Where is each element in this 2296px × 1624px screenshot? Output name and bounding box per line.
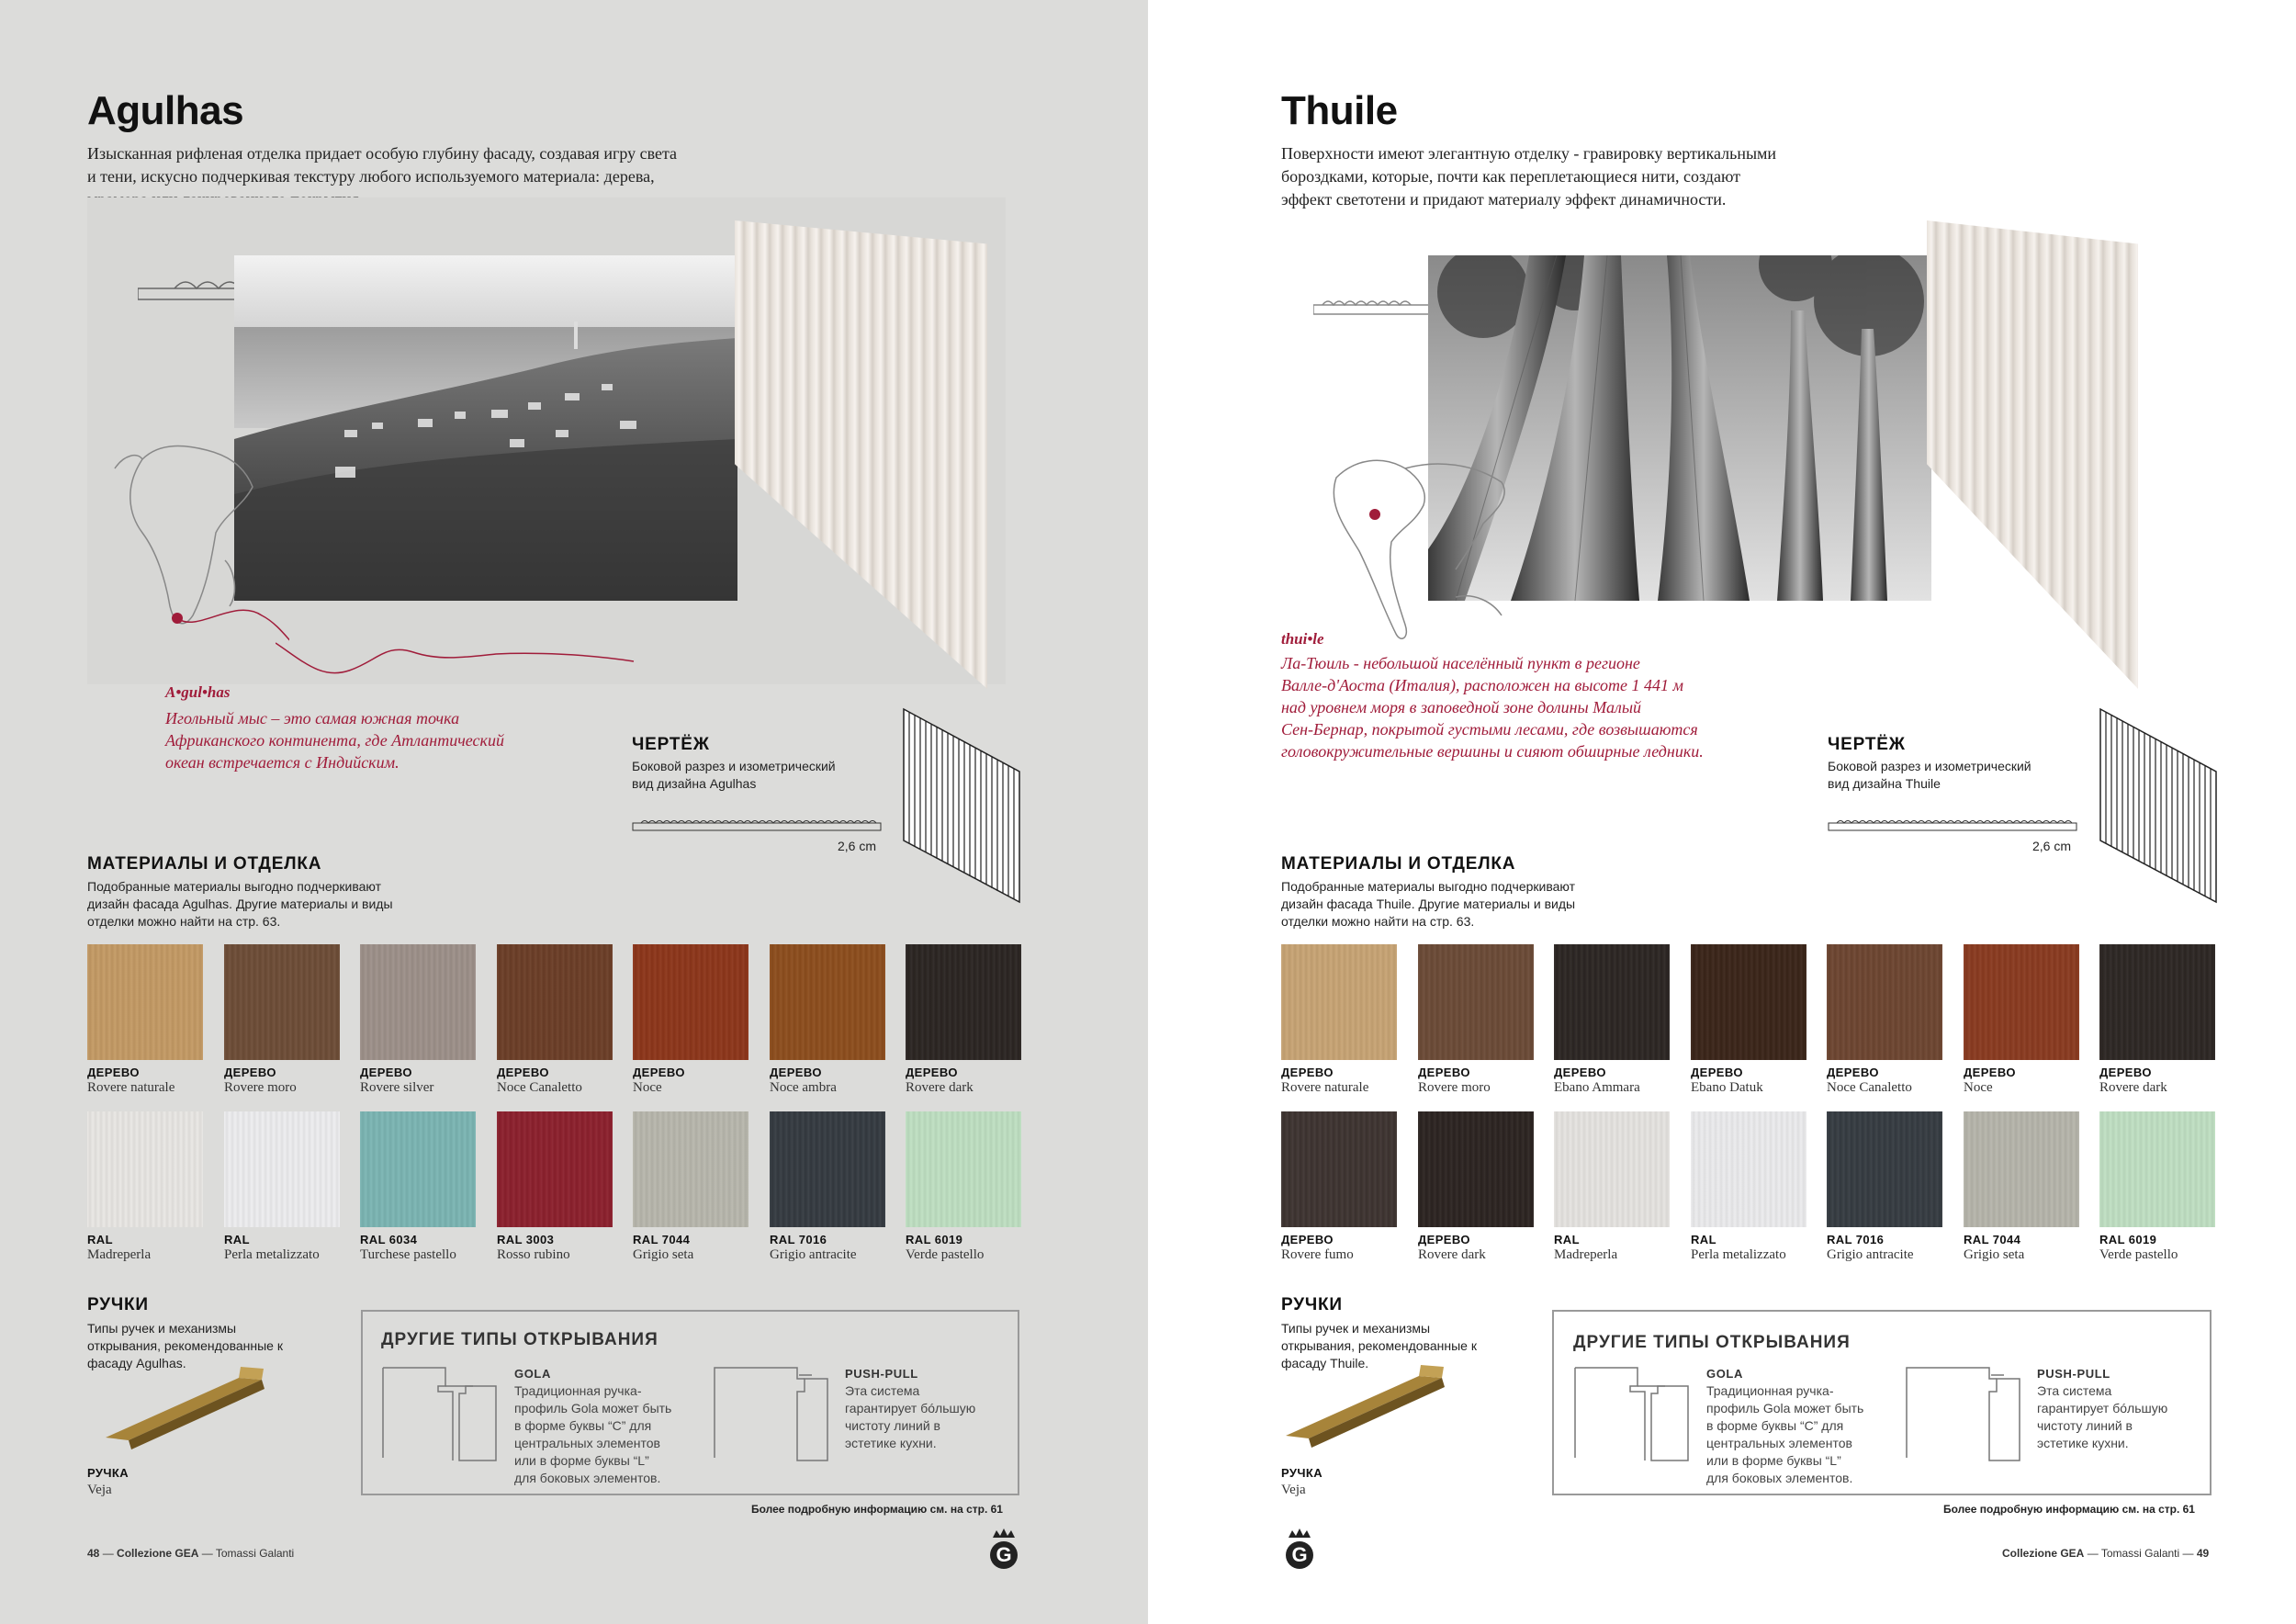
swatch-name: Verde pastello [2099, 1247, 2178, 1262]
material-swatch [906, 1111, 1021, 1227]
brand-logo: G [1281, 1527, 1318, 1571]
swatch-name: Grigio seta [1964, 1247, 2025, 1262]
intro-text: Поверхности имеют элегантную отделку - гравировку вертикальными бороздками, которые, почти как переплетающиеся нити, создают эффект светотени и придают материалу эффект динамичности. [1281, 144, 1777, 209]
swatch-category: ДЕРЕВО [1554, 1066, 1606, 1079]
material-swatch [1827, 1111, 1942, 1227]
route-line [276, 634, 643, 689]
handle-category: РУЧКА [1281, 1466, 1323, 1480]
isometric-drawing [902, 707, 1021, 905]
swatch-name: Madreperla [1554, 1247, 1618, 1262]
handle-name: Veja [1281, 1483, 1306, 1497]
gola-diagram [1573, 1366, 1693, 1462]
cross-section-drawing [632, 818, 884, 832]
swatch-category: RAL 7044 [633, 1233, 691, 1246]
right-page [1148, 0, 2296, 1624]
push-pull-diagram [713, 1366, 832, 1462]
material-swatch [497, 1111, 613, 1227]
swatch-name: Noce Canaletto [1827, 1080, 1912, 1095]
swatch-name: Perla metalizzato [1691, 1247, 1786, 1262]
place-description: Ла-Тюиль - небольшой населённый пункт в регионе Валле-д'Аоста (Италия), расположен на высоте 1 441 м над уровнем моря в заповедной зоне долины Малый Сен-Бернар, покрытой густыми лесами, где возвышаются головокружительные вершины и сияют обширные ледники. [1281, 654, 1704, 761]
swatch-name: Rovere naturale [87, 1080, 175, 1095]
swatch-category: ДЕРЕВО [497, 1066, 549, 1079]
swatch-category: ДЕРЕВО [1691, 1066, 1743, 1079]
more-info-link[interactable]: Более подробную информацию см. на стр. 61 [1943, 1503, 2195, 1516]
swatch-name: Rovere fumo [1281, 1247, 1354, 1262]
material-swatch [87, 944, 203, 1060]
swatch-name: Rovere naturale [1281, 1080, 1369, 1095]
material-swatch [224, 944, 340, 1060]
swatch-category: RAL [87, 1233, 113, 1246]
swatch-category: ДЕРЕВО [224, 1066, 276, 1079]
swatch-name: Grigio antracite [1827, 1247, 1914, 1262]
swatch-category: RAL [1691, 1233, 1716, 1246]
push-pull-title: PUSH-PULL [845, 1367, 918, 1381]
cross-section-drawing [1828, 818, 2080, 832]
swatch-category: ДЕРЕВО [1418, 1233, 1470, 1246]
handles-title: РУЧКИ [87, 1295, 149, 1314]
handles-description: Типы ручек и механизмы открывания, рекомендованные к фасаду Thuile. [1281, 1321, 1477, 1370]
swatch-category: ДЕРЕВО [1827, 1066, 1879, 1079]
swatch-category: ДЕРЕВО [1964, 1066, 2016, 1079]
swatch-category: ДЕРЕВО [1281, 1233, 1334, 1246]
world-map-icon [1318, 441, 1520, 652]
swatch-name: Rovere moro [224, 1080, 297, 1095]
gola-diagram [381, 1366, 501, 1462]
material-swatch [360, 944, 476, 1060]
material-swatch [633, 944, 748, 1060]
swatch-name: Noce ambra [770, 1080, 837, 1095]
material-swatch [1827, 944, 1942, 1060]
drawing-description: Боковой разрез и изометрический вид дизайна Agulhas [632, 759, 836, 791]
material-swatch [87, 1111, 203, 1227]
handle-name: Veja [87, 1483, 112, 1497]
swatch-category: RAL 3003 [497, 1233, 555, 1246]
swatch-name: Noce [1964, 1080, 1993, 1095]
page-footer: 48 — Collezione GEA — Tomassi Galanti [87, 1547, 295, 1560]
page-title: Thuile [1281, 88, 1398, 133]
gola-description: Традиционная ручка- профиль Gola может быть в форме буквы “C” для центральных элементов или в форме буквы “L” для боковых элементов. [1706, 1383, 1864, 1485]
swatch-name: Rovere dark [2099, 1080, 2167, 1095]
swatch-name: Noce [633, 1080, 662, 1095]
handle-veja-image [1281, 1358, 1451, 1449]
swatch-category: ДЕРЕВО [87, 1066, 140, 1079]
material-swatch [1418, 1111, 1534, 1227]
coast-photo [234, 255, 737, 601]
material-swatch [1281, 1111, 1397, 1227]
materials-description: Подобранные материалы выгодно подчеркивают дизайн фасада Agulhas. Другие материалы и виды отделки можно найти на стр. 63. [87, 879, 393, 929]
material-swatch [1554, 1111, 1670, 1227]
material-swatch [1554, 944, 1670, 1060]
facade-slats-render [1927, 220, 2138, 689]
swatch-category: RAL 6019 [2099, 1233, 2157, 1246]
material-swatch [2099, 1111, 2215, 1227]
gola-description: Традиционная ручка- профиль Gola может быть в форме буквы “C” для центральных элементов или в форме буквы “L” для боковых элементов. [514, 1383, 672, 1485]
swatch-name: Turchese pastello [360, 1247, 456, 1262]
other-opening-title: ДРУГИЕ ТИПЫ ОТКРЫВАНИЯ [1573, 1333, 1851, 1352]
material-swatch [770, 944, 885, 1060]
swatch-name: Grigio seta [633, 1247, 694, 1262]
push-pull-description: Эта система гарантирует бóльшую чистоту линий в эстетике кухни. [845, 1383, 976, 1450]
swatch-grid [1281, 944, 2218, 1275]
swatch-name: Rovere dark [906, 1080, 974, 1095]
swatch-grid [87, 944, 1024, 1275]
swatch-category: RAL 6019 [906, 1233, 963, 1246]
swatch-name: Verde pastello [906, 1247, 985, 1262]
push-pull-description: Эта система гарантирует бóльшую чистоту линий в эстетике кухни. [2037, 1383, 2168, 1450]
material-swatch [770, 1111, 885, 1227]
gola-title: GOLA [514, 1367, 551, 1381]
swatch-name: Ebano Datuk [1691, 1080, 1763, 1095]
material-swatch [1964, 1111, 2079, 1227]
handles-title: РУЧКИ [1281, 1295, 1343, 1314]
more-info-link[interactable]: Более подробную информацию см. на стр. 61 [751, 1503, 1003, 1516]
swatch-category: ДЕРЕВО [906, 1066, 958, 1079]
swatch-name: Rovere silver [360, 1080, 434, 1095]
swatch-name: Noce Canaletto [497, 1080, 582, 1095]
other-opening-title: ДРУГИЕ ТИПЫ ОТКРЫВАНИЯ [381, 1330, 658, 1349]
swatch-name: Madreperla [87, 1247, 152, 1262]
handle-veja-image [101, 1359, 271, 1451]
intro-text: Изысканная рифленая отделка придает особую глубину фасаду, создавая игру света и тени, искусно подчеркивая текстуру любого используемого материала: дерева, [87, 144, 678, 186]
materials-description: Подобранные материалы выгодно подчеркивают дизайн фасада Thuile. Другие материалы и виды отделки можно найти на стр. 63. [1281, 879, 1576, 929]
swatch-name: Rosso rubino [497, 1247, 570, 1262]
gola-title: GOLA [1706, 1367, 1743, 1381]
material-swatch [633, 1111, 748, 1227]
push-pull-diagram [1905, 1366, 2024, 1462]
material-swatch [1691, 1111, 1806, 1227]
material-swatch [906, 944, 1021, 1060]
materials-title: МАТЕРИАЛЫ И ОТДЕЛКА [1281, 854, 1516, 874]
materials-title: МАТЕРИАЛЫ И ОТДЕЛКА [87, 854, 322, 874]
swatch-category: RAL [1554, 1233, 1580, 1246]
dimension-label: 2,6 cm [2032, 839, 2072, 853]
swatch-name: Grigio antracite [770, 1247, 857, 1262]
material-swatch [224, 1111, 340, 1227]
swatch-category: RAL 6034 [360, 1233, 418, 1246]
material-swatch [1281, 944, 1397, 1060]
page-footer: Collezione GEA — Tomassi Galanti — 49 [2002, 1547, 2210, 1560]
material-swatch [1418, 944, 1534, 1060]
swatch-name: Rovere dark [1418, 1247, 1486, 1262]
swatch-category: ДЕРЕВО [770, 1066, 822, 1079]
swatch-category: RAL 7016 [1827, 1233, 1885, 1246]
dimension-label: 2,6 cm [838, 839, 877, 853]
page-title: Agulhas [87, 88, 244, 133]
swatch-category: ДЕРЕВО [2099, 1066, 2152, 1079]
handles-description: Типы ручек и механизмы открывания, рекомендованные к фасаду Agulhas. [87, 1321, 283, 1370]
isometric-drawing [2099, 707, 2218, 905]
swatch-category: ДЕРЕВО [1281, 1066, 1334, 1079]
material-swatch [1691, 944, 1806, 1060]
drawing-title: ЧЕРТЁЖ [632, 735, 710, 754]
push-pull-title: PUSH-PULL [2037, 1367, 2110, 1381]
place-name: thui•le [1281, 630, 1324, 648]
material-swatch [497, 944, 613, 1060]
swatch-name: Perla metalizzato [224, 1247, 320, 1262]
drawing-title: ЧЕРТЁЖ [1828, 735, 1906, 754]
swatch-category: RAL 7044 [1964, 1233, 2021, 1246]
swatch-category: ДЕРЕВО [360, 1066, 412, 1079]
brand-logo: G [985, 1527, 1022, 1571]
swatch-category: ДЕРЕВО [1418, 1066, 1470, 1079]
material-swatch [360, 1111, 476, 1227]
swatch-name: Rovere moro [1418, 1080, 1491, 1095]
place-description: Игольный мыс – это самая южная точка Африканского континента, где Атлантический океан встречается с Индийским. [165, 709, 504, 772]
drawing-description: Боковой разрез и изометрический вид дизайна Thuile [1828, 759, 2032, 791]
place-name: A•gul•has [165, 683, 231, 701]
handle-category: РУЧКА [87, 1466, 129, 1480]
swatch-name: Ebano Ammara [1554, 1080, 1640, 1095]
material-swatch [1964, 944, 2079, 1060]
swatch-category: RAL 7016 [770, 1233, 827, 1246]
swatch-category: RAL [224, 1233, 250, 1246]
world-map-icon [106, 432, 289, 652]
material-swatch [2099, 944, 2215, 1060]
swatch-category: ДЕРЕВО [633, 1066, 685, 1079]
